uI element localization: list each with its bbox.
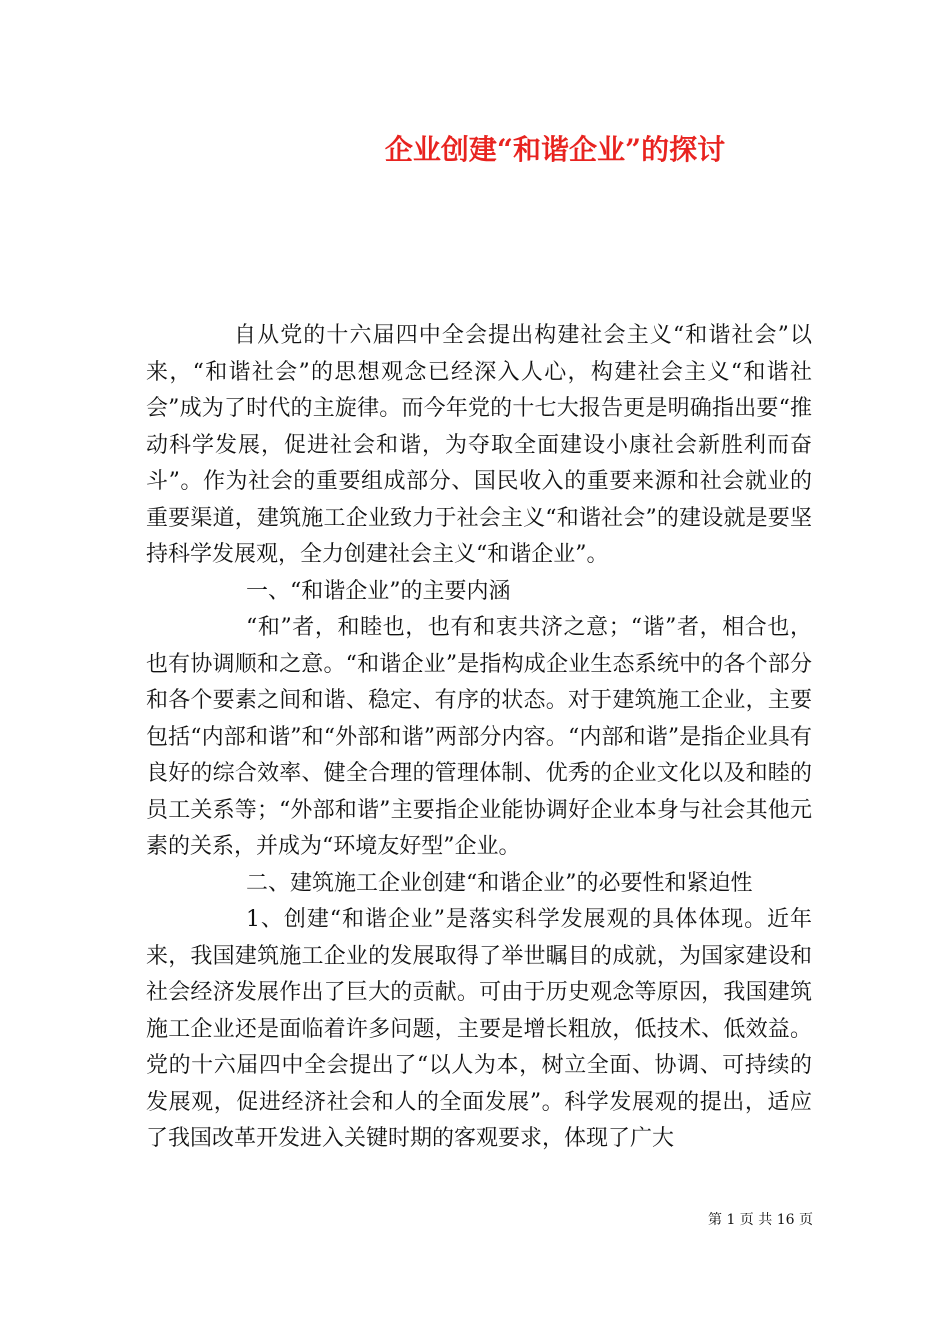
document-body [146,318,812,1158]
page-number-footer: 第 1 页 共 16 页 [708,1212,813,1228]
document-title: 企业创建“和谐企业”的探讨 [384,133,726,166]
section-heading-1: 一、“和谐企业”的主要内涵 [246,578,511,604]
paragraph-definition: “和”者，和睦也，也有和衷共济之意；“谐”者，相合也，也有协调顺和之意。“和谐企业”是指构成企业生态系统中的各个部分和各个要素之间和谐、稳定、有序的状态。对于建筑施工企业，主要包括“内部和谐”和“外部和谐”两部分内容。“内部和谐”是指企业具有良好的综合效率、健全合理的管理体制、优秀的企业文化以及和睦的员工关系等；“外部和谐”主要指企业能协调好企业本身与社会其他元素的关系，并成为“环境友好型”企业。 [146,615,812,859]
paragraph-intro: 自从党的十六届四中全会提出构建社会主义“和谐社会”以来，“和谐社会”的思想观念已经深入人心，构建社会主义“和谐社会”成为了时代的主旋律。而今年党的十七大报告更是明确指出要“推动科学发展，促进社会和谐，为夺取全面建设小康社会新胜利而奋斗”。作为社会的重要组成部分、国民收入的重要来源和社会就业的重要渠道，建筑施工企业致力于社会主义“和谐社会”的建设就是要坚持科学发展观，全力创建社会主义“和谐企业”。 [146,323,812,567]
section-heading-2: 二、建筑施工企业创建“和谐企业”的必要性和紧迫性 [246,870,753,896]
paragraph-point-1: 1、创建“和谐企业”是落实科学发展观的具体体现。近年来，我国建筑施工企业的发展取得了举世瞩目的成就，为国家建设和社会经济发展作出了巨大的贡献。可由于历史观念等原因，我国建筑施工企业还是面临着许多问题，主要是增长粗放，低技术、低效益。党的十六届四中全会提出了“以人为本，树立全面、协调、可持续的发展观，促进经济社会和人的全面发展”。科学发展观的提出，适应了我国改革开发进入关键时期的客观要求，体现了广大 [146,907,812,1151]
